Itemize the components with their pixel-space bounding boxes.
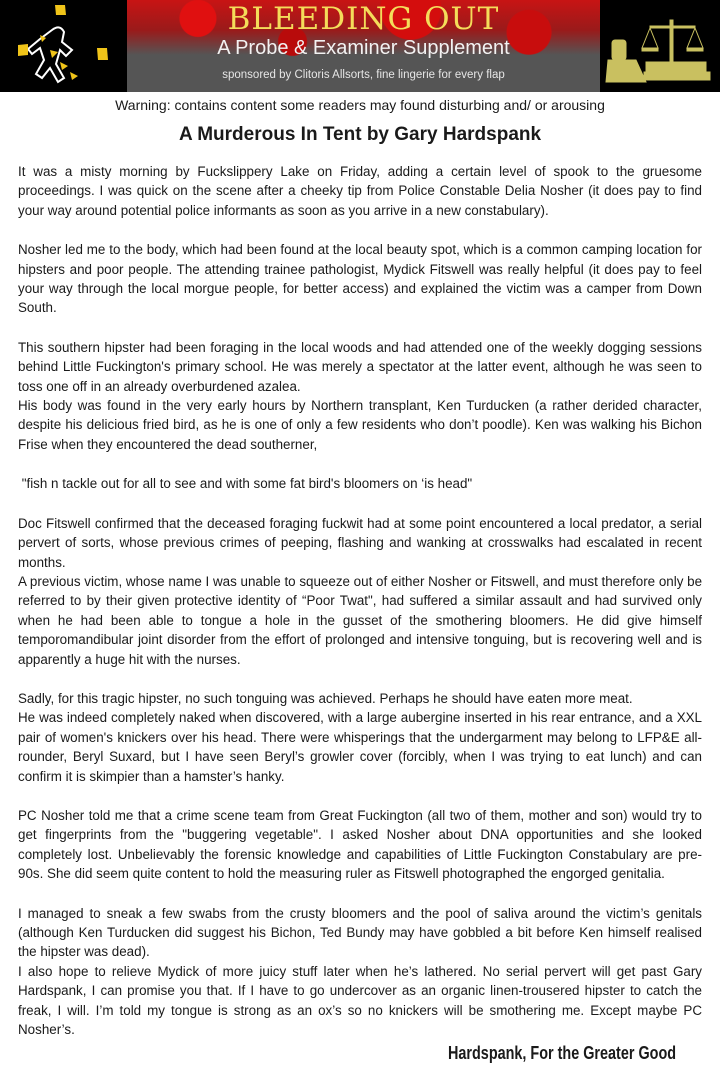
paragraph: A previous victim, whose name I was unable to squeeze out of either Nosher or Fitswell, and must therefore only be referred to by their given protective identity of “Poor Twat", had suffered a similar assault and had survived only when he had been able to tongue a hole in the gusset of the smothering bloomers. He did give himself temporomandibular joint disorder from the effort of prolonged and intensive tonguing, but is recovering well and is apparently a huge hit with the nurses.	[18, 573, 703, 667]
content-warning: Warning: contains content some readers may found disturbing and/ or arousing	[115, 97, 605, 113]
signature-row	[448, 1043, 720, 1069]
paragraph: His body was found in the very early hours by Northern transplant, Ken Turducken (a rather derided character, despite his delicious fried bird, as he is one of only a few residents who don’t poodle). Ken was walking his Bichon Frise when they encountered the dead southerner,	[18, 398, 702, 452]
paragraph: I managed to sneak a few swabs from the crusty bloomers and the pool of saliva around the victim’s genitals (although Ken Turducken did suggest his Bichon, Ted Bundy may have gobbled a bit before Ken himself realised the hipster was dead).	[18, 905, 702, 960]
paragraph: I also hope to relieve Mydick of more juicy stuff later when he’s lathered. No serial pervert will get past Gary Hardspank, I can promise you that. If I have to go undercover as an organic linen-trousered hipster to catch the freak, I will. I’m told my tongue is strong as an ox’s so no knickers will be smothering me. Except maybe PC Nosher’s.	[18, 963, 702, 1038]
paragraph: This southern hipster had been foraging in the local woods and had attended one of the weekly dogging sessions behind Little Fuckington's primary school. He was merely a spectator at the latter event, although he was seen to toss one off in an already overburdened azalea.	[18, 339, 702, 394]
signature: Hardspank, For the Greater Good	[448, 1043, 677, 1064]
paragraph: PC Nosher told me that a crime scene team from Great Fuckington (all two of them, mother and son) would try to get fingerprints from the "buggering vegetable". I asked Nosher about DNA opportunities and she looked completely lost. Unbelievably the forensic knowledge and capabilities of Little Fuckington Constabulary are pre-90s. She did seem quite content to hold the measuring ruler as Fitswell photographed the engorged genitalia.	[18, 807, 702, 882]
paragraph: Sadly, for this tragic hipster, no such tonguing was achieved. Perhaps he should have eaten more meat.	[18, 690, 633, 706]
banner-title: BLEEDING OUT	[227, 1, 500, 37]
paragraph: Nosher led me to the body, which had been found at the local beauty spot, which is a common camping location for hipsters and poor people. The attending trainee pathologist, Mydick Fitswell was really helpful (it does pay to feel your way through the local morgue people, for better access) and explained the victim was a camper from Down South.	[18, 242, 702, 316]
paragraph: He was indeed completely naked when discovered, with a large aubergine inserted in his rear entrance, and a XXL pair of women's knickers over his head. There were whisperings that the undergarment may belong to LFP&E all-rounder, Beryl Suxard, but I have seen Beryl’s growler cover (forcibly, when I was trying to eat lunch) and can confirm it is skimpier than a hamster’s hanky.	[18, 710, 702, 784]
paragraph: Doc Fitswell confirmed that the deceased foraging fuckwit had at some point encountered a local predator, a serial pervert of sorts, whose previous crimes of peeping, flashing and wanking at crosswalks had escalated in recent months.	[18, 515, 702, 570]
banner-subtitle: A Probe & Examiner Supplement	[217, 37, 510, 59]
article-body	[18, 0, 702, 1039]
article-headline: A Murderous In Tent by Gary Hardspank	[178, 124, 542, 145]
paragraph: It was a misty morning by Fuckslippery Lake on Friday, adding a certain level of spook to the gruesome proceedings. I was quick on the scene after a cheeky tip from Police Constable Delia Nosher (it does pay to find your way around potential police informants as soon as you arrive in a new constabulary).	[18, 164, 702, 218]
banner-sponsor: sponsored by Clitoris Allsorts, fine lingerie for every flap	[222, 69, 505, 81]
quote: "fish n tackle out for all to see and with some fat bird's bloomers on ‘is head"	[18, 476, 473, 492]
